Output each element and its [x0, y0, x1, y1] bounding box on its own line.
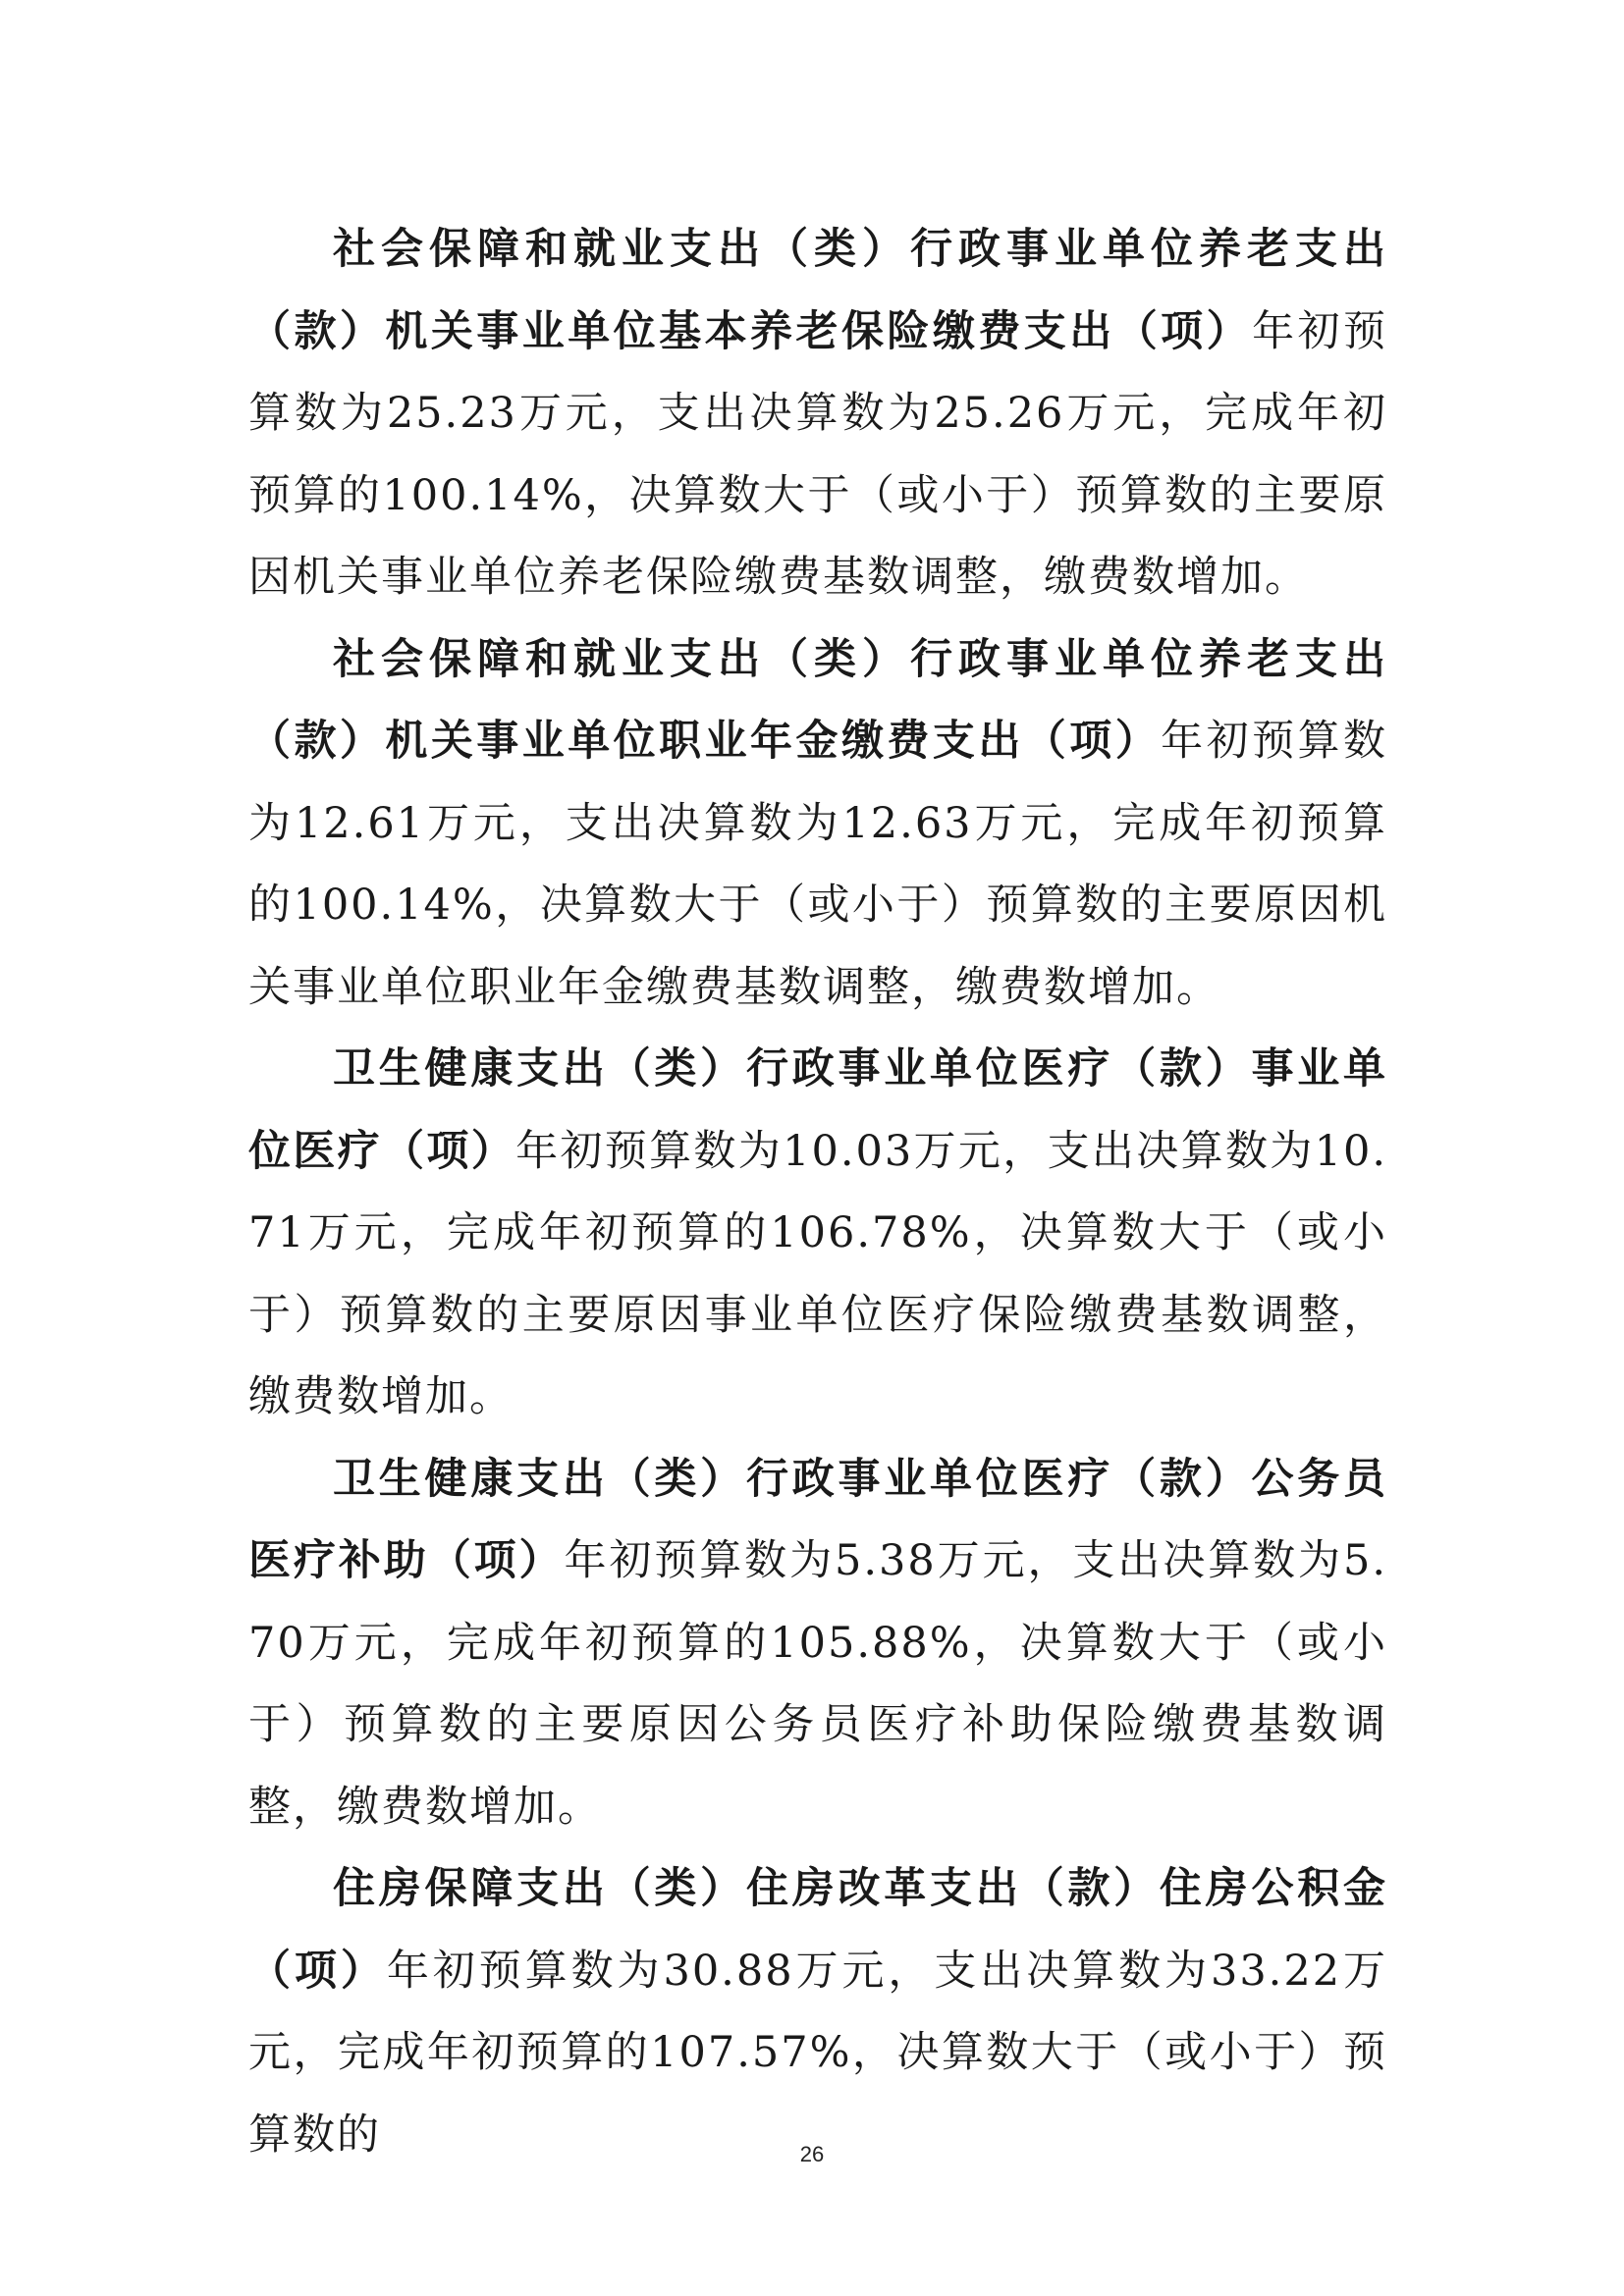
paragraph-text: 年初预算数为12.61万元，支出决算数为12.63万元，完成年初预算的100.14%，决算数大于（或小于）预算数的主要原因机关事业单位职业年金缴费基数调整，缴费数增加。 [248, 717, 1388, 1012]
paragraph-heading: 住房保障支出（类）住房改革支出（款）住房公积金（项） [248, 1864, 1387, 1996]
paragraph-heading: 卫生健康支出（类）行政事业单位医疗（款）公务员医疗补助（项） [248, 1454, 1387, 1585]
paragraph-institution-medical [248, 1029, 1387, 1439]
paragraph-civil-servant-medical [248, 1439, 1387, 1849]
document-body [248, 209, 1387, 2176]
paragraph-text: 年初预算数为10.03万元，支出决算数为10.71万元，完成年初预算的106.78%，决算数大于（或小于）预算数的主要原因事业单位医疗保险缴费基数调整，缴费数增加。 [248, 1126, 1388, 1421]
paragraph-text: 年初预算数为30.88万元，支出决算数为33.22万元，完成年初预算的107.57%，决算数大于（或小于）预算数的 [248, 1946, 1388, 2160]
paragraph-text: 年初预算数为5.38万元，支出决算数为5.70万元，完成年初预算的105.88%，决算数大于（或小于）预算数的主要原因公务员医疗补助保险缴费基数调整，缴费数增加。 [248, 1536, 1387, 1832]
paragraph-heading: 社会保障和就业支出（类）行政事业单位养老支出（款）机关事业单位基本养老保险缴费支出（项） [248, 225, 1387, 356]
paragraph-text: 年初预算数为25.23万元，支出决算数为25.26万元，完成年初预算的100.14%，决算数大于（或小于）预算数的主要原因机关事业单位养老保险缴费基数调整，缴费数增加。 [248, 306, 1388, 602]
paragraph-housing-fund [248, 1848, 1387, 2176]
paragraph-heading: 社会保障和就业支出（类）行政事业单位养老支出（款）机关事业单位职业年金缴费支出（项） [248, 634, 1387, 766]
paragraph-pension-basic [248, 209, 1387, 619]
page-number: 26 [799, 2142, 825, 2166]
paragraph-occupational-annuity [248, 619, 1387, 1030]
paragraph-heading: 卫生健康支出（类）行政事业单位医疗（款）事业单位医疗（项） [248, 1044, 1387, 1176]
